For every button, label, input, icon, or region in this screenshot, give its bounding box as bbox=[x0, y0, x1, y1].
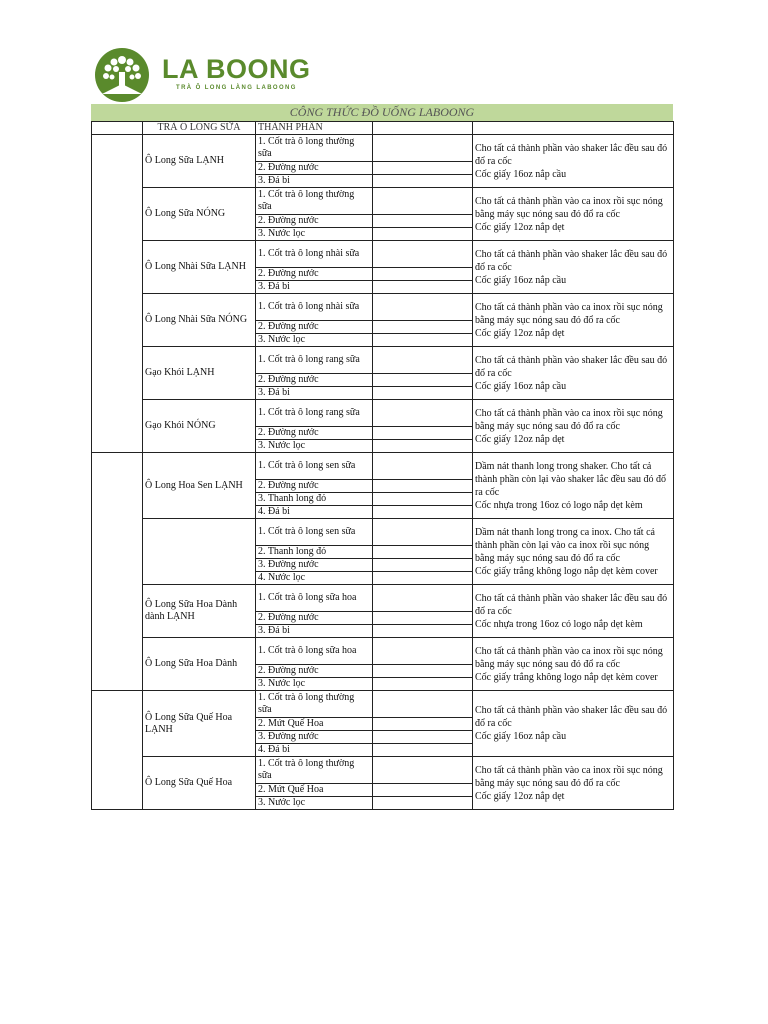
blank-cell bbox=[373, 519, 473, 546]
blank-cell bbox=[373, 387, 473, 400]
blank-cell bbox=[373, 678, 473, 691]
blank-cell bbox=[373, 162, 473, 175]
blank-cell bbox=[373, 215, 473, 228]
blank-cell bbox=[373, 281, 473, 294]
ingredient: 3. Đá bi bbox=[256, 175, 373, 188]
blank-cell bbox=[373, 400, 473, 427]
ingredient: 2. Đường nước bbox=[256, 215, 373, 228]
blank-cell bbox=[373, 731, 473, 744]
ingredient: 2. Đường nước bbox=[256, 612, 373, 625]
preparation-note bbox=[473, 188, 674, 241]
ingredient: 1. Cốt trà ô long thường sữa bbox=[256, 135, 373, 162]
preparation-note bbox=[473, 400, 674, 453]
drink-name: Gạo Khói NÓNG bbox=[143, 400, 256, 453]
table-row bbox=[92, 638, 674, 665]
blank-cell bbox=[373, 480, 473, 493]
blank-cell bbox=[373, 625, 473, 638]
drink-name: Ô Long Hoa Sen LẠNH bbox=[143, 453, 256, 519]
cup-type: Cốc giấy 16oz nắp cầu bbox=[475, 731, 567, 742]
preparation-instruction: Cho tất cả thành phần vào shaker lắc đều sau đó đổ ra cốc bbox=[475, 354, 668, 379]
blank-cell bbox=[373, 294, 473, 321]
drink-name: Ô Long Sữa Quế Hoa bbox=[143, 757, 256, 810]
ingredient: 3. Đá bi bbox=[256, 387, 373, 400]
cup-type: Cốc nhựa trong 16oz có logo nắp dẹt kèm bbox=[475, 499, 643, 511]
recipe-table bbox=[91, 121, 674, 810]
preparation-instruction: Cho tất cả thành phần vào ca inox rồi sục nóng bằng máy sục nóng sau đó đổ ra cốc bbox=[475, 645, 663, 670]
ingredient: 3. Nước lọc bbox=[256, 678, 373, 691]
ingredient: 2. Đường nước bbox=[256, 162, 373, 175]
cup-type: Cốc giấy trắng không logo nắp dẹt kèm cover bbox=[475, 565, 658, 577]
ingredient: 2. Mứt Quế Hoa bbox=[256, 718, 373, 731]
ingredient: 4. Đá bi bbox=[256, 506, 373, 519]
header-drink-name: TRÀ Ô LONG SỮA bbox=[143, 122, 256, 135]
preparation-note bbox=[473, 347, 674, 400]
table-row bbox=[92, 519, 674, 546]
ingredient: 1. Cốt trà ô long thường sữa bbox=[256, 691, 373, 718]
drink-name: Ô Long Sữa NÓNG bbox=[143, 188, 256, 241]
ingredient: 1. Cốt trà ô long thường sữa bbox=[256, 757, 373, 784]
preparation-instruction: Dầm nát thanh long trong shaker. Cho tất cả thành phần còn lại vào shaker lắc đều sau đó đổ ra cốc bbox=[475, 460, 667, 498]
ingredient: 2. Đường nước bbox=[256, 321, 373, 334]
group-side-cell bbox=[92, 691, 143, 810]
blank-cell bbox=[373, 440, 473, 453]
ingredient: 3. Thanh long đỏ bbox=[256, 493, 373, 506]
preparation-note bbox=[473, 135, 674, 188]
blank-cell bbox=[373, 572, 473, 585]
blank-cell bbox=[373, 638, 473, 665]
header-ingredients: THÀNH PHẦN bbox=[256, 122, 373, 135]
cup-type: Cốc nhựa trong 16oz có logo nắp dẹt kèm bbox=[475, 618, 643, 630]
brand-name: LA BOONG bbox=[162, 54, 311, 84]
tree-emblem-icon bbox=[92, 48, 152, 102]
group-side-cell bbox=[92, 135, 143, 453]
table-row bbox=[92, 347, 674, 374]
preparation-note bbox=[473, 453, 674, 519]
preparation-note bbox=[473, 757, 674, 810]
ingredient: 2. Đường nước bbox=[256, 480, 373, 493]
ingredient: 1. Cốt trà ô long sen sữa bbox=[256, 519, 373, 546]
header-blank-cell bbox=[373, 122, 473, 135]
ingredient: 1. Cốt trà ô long rang sữa bbox=[256, 400, 373, 427]
blank-cell bbox=[373, 585, 473, 612]
ingredient: 3. Nước lọc bbox=[256, 797, 373, 810]
blank-cell bbox=[373, 188, 473, 215]
ingredient: 3. Đá bi bbox=[256, 281, 373, 294]
preparation-note bbox=[473, 638, 674, 691]
drink-name: Ô Long Sữa LẠNH bbox=[143, 135, 256, 188]
blank-cell bbox=[373, 347, 473, 374]
drink-name: Ô Long Sữa Hoa Dành dành LẠNH bbox=[143, 585, 256, 638]
preparation-instruction: Cho tất cả thành phần vào ca inox rồi sục nóng bằng máy sục nóng sau đó đổ ra cốc bbox=[475, 301, 663, 326]
preparation-instruction: Cho tất cả thành phần vào ca inox rồi sục nóng bằng máy sục nóng sau đó đổ ra cốc bbox=[475, 764, 663, 789]
blank-cell bbox=[373, 334, 473, 347]
blank-cell bbox=[373, 665, 473, 678]
brand-logo bbox=[92, 48, 322, 104]
drink-name bbox=[143, 519, 256, 585]
preparation-instruction: Cho tất cả thành phần vào shaker lắc đều sau đó đổ ra cốc bbox=[475, 248, 668, 273]
header-blank-cell bbox=[92, 122, 143, 135]
table-row bbox=[92, 691, 674, 718]
table-row bbox=[92, 585, 674, 612]
cup-type: Cốc giấy 16oz nắp cầu bbox=[475, 168, 567, 180]
ingredient: 3. Đường nước bbox=[256, 559, 373, 572]
table-row bbox=[92, 188, 674, 215]
blank-cell bbox=[373, 453, 473, 480]
preparation-note bbox=[473, 585, 674, 638]
ingredient: 1. Cốt trà ô long nhài sữa bbox=[256, 241, 373, 268]
cup-type: Cốc giấy 16oz nắp cầu bbox=[475, 274, 567, 286]
preparation-instruction: Cho tất cả thành phần vào shaker lắc đều sau đó đổ ra cốc bbox=[475, 592, 668, 617]
drink-name: Ô Long Sữa Quế Hoa LẠNH bbox=[143, 691, 256, 757]
blank-cell bbox=[373, 784, 473, 797]
ingredient: 2. Đường nước bbox=[256, 427, 373, 440]
preparation-note bbox=[473, 294, 674, 347]
cup-type: Cốc giấy 12oz nắp dẹt bbox=[475, 433, 565, 445]
blank-cell bbox=[373, 797, 473, 810]
preparation-instruction: Cho tất cả thành phần vào shaker lắc đều sau đó đổ ra cốc bbox=[475, 142, 668, 167]
ingredient: 1. Cốt trà ô long thường sữa bbox=[256, 188, 373, 215]
drink-name: Ô Long Sữa Hoa Dành bbox=[143, 638, 256, 691]
blank-cell bbox=[373, 744, 473, 757]
cup-type: Cốc giấy 12oz nắp dẹt bbox=[475, 221, 565, 233]
ingredient: 2. Thanh long đỏ bbox=[256, 546, 373, 559]
blank-cell bbox=[373, 718, 473, 731]
blank-cell bbox=[373, 241, 473, 268]
drink-name: Gạo Khói LẠNH bbox=[143, 347, 256, 400]
preparation-note bbox=[473, 241, 674, 294]
blank-cell bbox=[373, 506, 473, 519]
preparation-instruction: Cho tất cả thành phần vào ca inox rồi sục nóng bằng máy sục nóng sau đó đổ ra cốc bbox=[475, 407, 663, 432]
ingredient: 2. Đường nước bbox=[256, 665, 373, 678]
blank-cell bbox=[373, 559, 473, 572]
document-title: CÔNG THỨC ĐỒ UỐNG LABOONG bbox=[91, 104, 673, 121]
ingredient: 3. Nước lọc bbox=[256, 334, 373, 347]
ingredient: 2. Mứt Quế Hoa bbox=[256, 784, 373, 797]
cup-type: Cốc giấy 12oz nắp dẹt bbox=[475, 327, 565, 339]
table-row bbox=[92, 135, 674, 162]
blank-cell bbox=[373, 374, 473, 387]
preparation-instruction: Dầm nát thanh long trong ca inox. Cho tất cả thành phần còn lại vào ca inox rồi sục nóng bằng máy sục nóng sau đó đổ ra cốc bbox=[475, 526, 655, 564]
ingredient: 2. Đường nước bbox=[256, 268, 373, 281]
blank-cell bbox=[373, 268, 473, 281]
blank-cell bbox=[373, 135, 473, 162]
preparation-note bbox=[473, 519, 674, 585]
blank-cell bbox=[373, 493, 473, 506]
ingredient: 1. Cốt trà ô long sữa hoa bbox=[256, 638, 373, 665]
preparation-instruction: Cho tất cả thành phần vào ca inox rồi sục nóng bằng máy sục nóng sau đó đổ ra cốc bbox=[475, 195, 663, 220]
table-row bbox=[92, 241, 674, 268]
blank-cell bbox=[373, 757, 473, 784]
preparation-instruction: Cho tất cả thành phần vào shaker lắc đều sau đó đổ ra cốc bbox=[475, 705, 668, 729]
cup-type: Cốc giấy 16oz nắp cầu bbox=[475, 380, 567, 392]
brand-tagline: TRÀ Ô LONG LÀNG LABOONG bbox=[176, 85, 297, 91]
ingredient: 1. Cốt trà ô long rang sữa bbox=[256, 347, 373, 374]
header-blank-cell bbox=[473, 122, 674, 135]
table-row bbox=[92, 400, 674, 427]
blank-cell bbox=[373, 175, 473, 188]
blank-cell bbox=[373, 612, 473, 625]
ingredient: 2. Đường nước bbox=[256, 374, 373, 387]
cup-type: Cốc giấy trắng không logo nắp dẹt kèm cover bbox=[475, 671, 658, 683]
cup-type: Cốc giấy 12oz nắp dẹt bbox=[475, 790, 565, 802]
table-header-row bbox=[92, 122, 674, 135]
group-side-cell bbox=[92, 453, 143, 691]
ingredient: 4. Nước lọc bbox=[256, 572, 373, 585]
ingredient: 3. Đường nước bbox=[256, 731, 373, 744]
drink-name: Ô Long Nhài Sữa LẠNH bbox=[143, 241, 256, 294]
drink-name: Ô Long Nhài Sữa NÓNG bbox=[143, 294, 256, 347]
blank-cell bbox=[373, 321, 473, 334]
ingredient: 4. Đá bi bbox=[256, 744, 373, 757]
ingredient: 1. Cốt trà ô long nhài sữa bbox=[256, 294, 373, 321]
ingredient: 3. Nước lọc bbox=[256, 440, 373, 453]
ingredient: 1. Cốt trà ô long sữa hoa bbox=[256, 585, 373, 612]
blank-cell bbox=[373, 427, 473, 440]
blank-cell bbox=[373, 691, 473, 718]
ingredient: 1. Cốt trà ô long sen sữa bbox=[256, 453, 373, 480]
table-row bbox=[92, 294, 674, 321]
table-row bbox=[92, 757, 674, 784]
blank-cell bbox=[373, 228, 473, 241]
blank-cell bbox=[373, 546, 473, 559]
ingredient: 3. Đá bi bbox=[256, 625, 373, 638]
preparation-note bbox=[473, 691, 674, 757]
table-row bbox=[92, 453, 674, 480]
ingredient: 3. Nước lọc bbox=[256, 228, 373, 241]
